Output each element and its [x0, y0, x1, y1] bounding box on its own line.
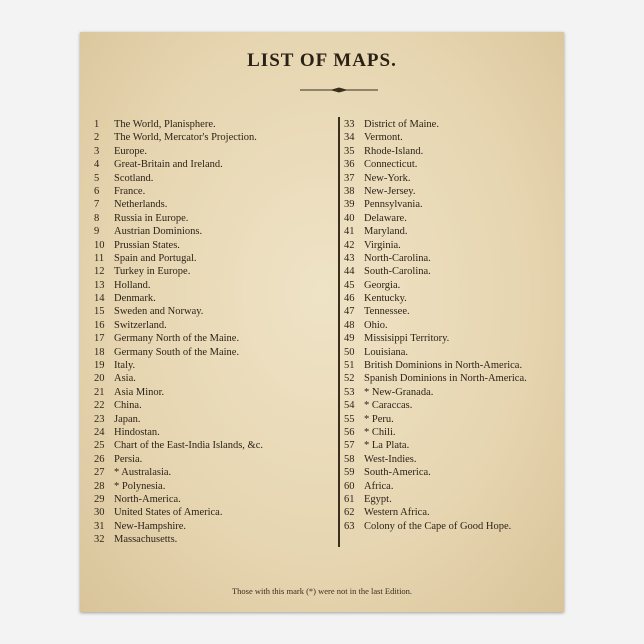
map-name: * Caraccas. [364, 400, 413, 412]
map-number: 5 [94, 172, 100, 184]
map-list-item [94, 305, 334, 318]
map-name: North-Carolina. [364, 252, 431, 264]
map-number: 39 [344, 199, 355, 211]
map-list-item [344, 399, 560, 412]
map-list-item [344, 212, 560, 225]
map-name: Netherlands. [114, 199, 168, 211]
map-number: 31 [94, 520, 105, 532]
map-number: 23 [94, 413, 105, 425]
map-number: 46 [344, 293, 355, 305]
map-list-item [94, 426, 334, 439]
map-name: Egypt. [364, 493, 392, 505]
map-name: Holland. [114, 279, 151, 291]
map-name: District of Maine. [364, 119, 439, 130]
map-list-item [94, 279, 334, 292]
map-list-item [94, 172, 334, 185]
map-number: 6 [94, 185, 100, 197]
map-number: 58 [344, 453, 355, 465]
map-number: 3 [94, 145, 100, 157]
map-name: West-Indies. [364, 453, 417, 465]
map-list-left [94, 118, 334, 547]
map-number: 53 [344, 386, 355, 398]
map-number: 59 [344, 467, 355, 479]
map-number: 22 [94, 400, 105, 412]
map-number: 42 [344, 239, 355, 251]
map-list-item [344, 506, 560, 519]
map-number: 38 [344, 185, 355, 197]
map-number: 57 [344, 440, 355, 452]
map-name: Austrian Dominions. [114, 226, 203, 238]
map-list-item [344, 158, 560, 171]
map-list-item [344, 439, 560, 452]
map-name: Asia. [114, 373, 136, 385]
map-list-item [344, 346, 560, 359]
map-list-item [94, 346, 334, 359]
map-number: 16 [94, 319, 105, 331]
column-divider [338, 117, 340, 547]
map-number: 10 [94, 239, 105, 251]
map-name: Louisiana. [364, 346, 409, 358]
map-number: 4 [94, 159, 100, 171]
map-number: 14 [94, 293, 105, 305]
map-number: 21 [94, 386, 105, 398]
map-list-item [94, 292, 334, 305]
map-list-item [344, 372, 560, 385]
map-list-item [344, 413, 560, 426]
map-name: Maryland. [364, 226, 408, 238]
map-list-item [344, 305, 560, 318]
map-number: 48 [344, 319, 355, 331]
map-name: * Peru. [364, 413, 394, 425]
map-number: 49 [344, 333, 355, 345]
map-number: 60 [344, 480, 355, 492]
map-list-item [94, 332, 334, 345]
map-name: * Chili. [364, 426, 396, 438]
map-name: Georgia. [364, 279, 401, 291]
map-name: Italy. [114, 360, 136, 372]
map-number: 9 [94, 226, 100, 238]
map-number: 28 [94, 480, 105, 492]
map-number: 40 [344, 212, 355, 224]
map-number: 56 [344, 426, 355, 438]
map-name: The World, Planisphere. [114, 119, 216, 130]
map-name: * Polynesia. [114, 480, 166, 492]
map-name: Hindostan. [114, 426, 160, 438]
map-name: Japan. [114, 413, 141, 425]
map-number: 34 [344, 132, 355, 144]
map-name: * Australasia. [114, 467, 172, 479]
map-name: South-America. [364, 467, 431, 479]
map-number: 43 [344, 252, 355, 264]
map-name: France. [114, 185, 146, 197]
map-name: * New-Granada. [364, 386, 434, 398]
map-list-item [94, 265, 334, 278]
map-name: Denmark. [114, 293, 156, 305]
map-number: 33 [344, 119, 355, 130]
map-number: 8 [94, 212, 100, 224]
map-list-item [344, 145, 560, 158]
map-name: Spanish Dominions in North-America. [364, 373, 527, 385]
map-name: Turkey in Europe. [114, 266, 191, 278]
map-list-item [344, 292, 560, 305]
map-list-item [344, 453, 560, 466]
map-name: China. [114, 400, 142, 412]
map-number: 24 [94, 426, 105, 438]
map-number: 18 [94, 346, 105, 358]
map-number: 29 [94, 493, 105, 505]
poster-page [80, 32, 564, 612]
ornamental-rule [300, 87, 378, 93]
map-name: New-Hampshire. [114, 520, 187, 532]
map-name: New-York. [364, 172, 411, 184]
map-number: 61 [344, 493, 355, 505]
map-list-item [94, 185, 334, 198]
map-list-item [94, 506, 334, 519]
map-list-item [94, 319, 334, 332]
map-name: Vermont. [364, 132, 403, 144]
map-list-item [94, 212, 334, 225]
map-list-item [94, 158, 334, 171]
map-name: Chart of the East-India Islands, &c. [114, 440, 263, 452]
map-number: 41 [344, 226, 355, 238]
map-name: Asia Minor. [114, 386, 165, 398]
map-name: Colony of the Cape of Good Hope. [364, 520, 512, 532]
map-list-item [344, 480, 560, 493]
map-list-item [344, 359, 560, 372]
map-name: Sweden and Norway. [114, 306, 204, 318]
map-name: * La Plata. [364, 440, 410, 452]
map-name: Kentucky. [364, 293, 407, 305]
map-number: 63 [344, 520, 355, 532]
map-list-item [344, 332, 560, 345]
map-list-item [94, 466, 334, 479]
map-number: 30 [94, 507, 105, 519]
map-list-right [344, 118, 560, 533]
map-name: Tennessee. [364, 306, 410, 318]
map-name: Delaware. [364, 212, 407, 224]
map-list-item [94, 359, 334, 372]
map-number: 51 [344, 360, 355, 372]
map-number: 44 [344, 266, 355, 278]
page-title: LIST OF MAPS. [247, 50, 397, 71]
map-number: 17 [94, 333, 105, 345]
map-name: South-Carolina. [364, 266, 431, 278]
map-name: Virginia. [364, 239, 401, 251]
map-list-item [94, 372, 334, 385]
map-list-item [94, 225, 334, 238]
map-number: 26 [94, 453, 105, 465]
map-name: Pennsylvania. [364, 199, 423, 211]
map-list-item [344, 466, 560, 479]
map-list-item [94, 533, 334, 546]
map-number: 52 [344, 373, 355, 385]
map-name: Russia in Europe. [114, 212, 189, 224]
map-name: Prussian States. [114, 239, 180, 251]
map-list-item [344, 493, 560, 506]
footnote: Those with this mark (*) were not in the last Edition. [231, 586, 413, 596]
map-list-item [94, 399, 334, 412]
map-number: 32 [94, 534, 105, 546]
map-list-item [344, 386, 560, 399]
map-name: United States of America. [114, 507, 223, 519]
map-name: Massachusetts. [114, 534, 178, 546]
map-name: New-Jersey. [364, 185, 416, 197]
map-list-item [344, 118, 560, 131]
map-list-item [94, 198, 334, 211]
map-name: Spain and Portugal. [114, 252, 197, 264]
map-list-item [94, 493, 334, 506]
map-number: 7 [94, 199, 100, 211]
map-number: 12 [94, 266, 105, 278]
map-name: Europe. [114, 145, 147, 157]
map-list-item [344, 520, 560, 533]
map-list-item [344, 279, 560, 292]
map-number: 11 [94, 252, 105, 264]
map-number: 47 [344, 306, 355, 318]
map-list-item [94, 413, 334, 426]
map-list-item [344, 172, 560, 185]
map-list-item [94, 439, 334, 452]
map-list-item [94, 145, 334, 158]
map-number: 20 [94, 373, 105, 385]
map-name: Scotland. [114, 172, 154, 184]
map-number: 1 [94, 119, 100, 130]
map-number: 27 [94, 467, 105, 479]
map-list-item [94, 239, 334, 252]
map-number: 13 [94, 279, 105, 291]
map-name: Germany North of the Maine. [114, 333, 240, 345]
map-list-item [344, 426, 560, 439]
map-name: The World, Mercator's Projection. [114, 132, 257, 144]
map-name: Missisippi Territory. [364, 333, 450, 345]
map-number: 45 [344, 279, 355, 291]
map-list-item [94, 118, 334, 131]
map-name: Africa. [364, 480, 394, 492]
map-number: 2 [94, 132, 100, 144]
map-name: Ohio. [364, 319, 388, 331]
map-number: 54 [344, 400, 355, 412]
map-number: 19 [94, 360, 105, 372]
map-name: North-America. [114, 493, 181, 505]
map-name: Switzerland. [114, 319, 167, 331]
map-list-item [344, 225, 560, 238]
map-list-item [344, 252, 560, 265]
map-list-item [94, 520, 334, 533]
map-number: 35 [344, 145, 355, 157]
map-number: 25 [94, 440, 105, 452]
map-list-item [94, 131, 334, 144]
map-list-item [344, 239, 560, 252]
map-list-item [344, 265, 560, 278]
map-name: Persia. [114, 453, 143, 465]
map-name: British Dominions in North-America. [364, 360, 523, 372]
map-number: 37 [344, 172, 355, 184]
map-list-item [344, 319, 560, 332]
map-name: Germany South of the Maine. [114, 346, 240, 358]
map-list-item [344, 185, 560, 198]
map-list-item [344, 131, 560, 144]
map-list-item [94, 453, 334, 466]
map-name: Connecticut. [364, 159, 418, 171]
map-name: Great-Britain and Ireland. [114, 159, 223, 171]
map-list-item [94, 252, 334, 265]
map-list-item [94, 386, 334, 399]
map-number: 50 [344, 346, 355, 358]
map-list-item [94, 480, 334, 493]
map-name: Western Africa. [364, 507, 430, 519]
map-name: Rhode-Island. [364, 145, 424, 157]
map-number: 55 [344, 413, 355, 425]
map-number: 62 [344, 507, 355, 519]
map-list-item [344, 198, 560, 211]
map-number: 36 [344, 159, 355, 171]
map-number: 15 [94, 306, 105, 318]
